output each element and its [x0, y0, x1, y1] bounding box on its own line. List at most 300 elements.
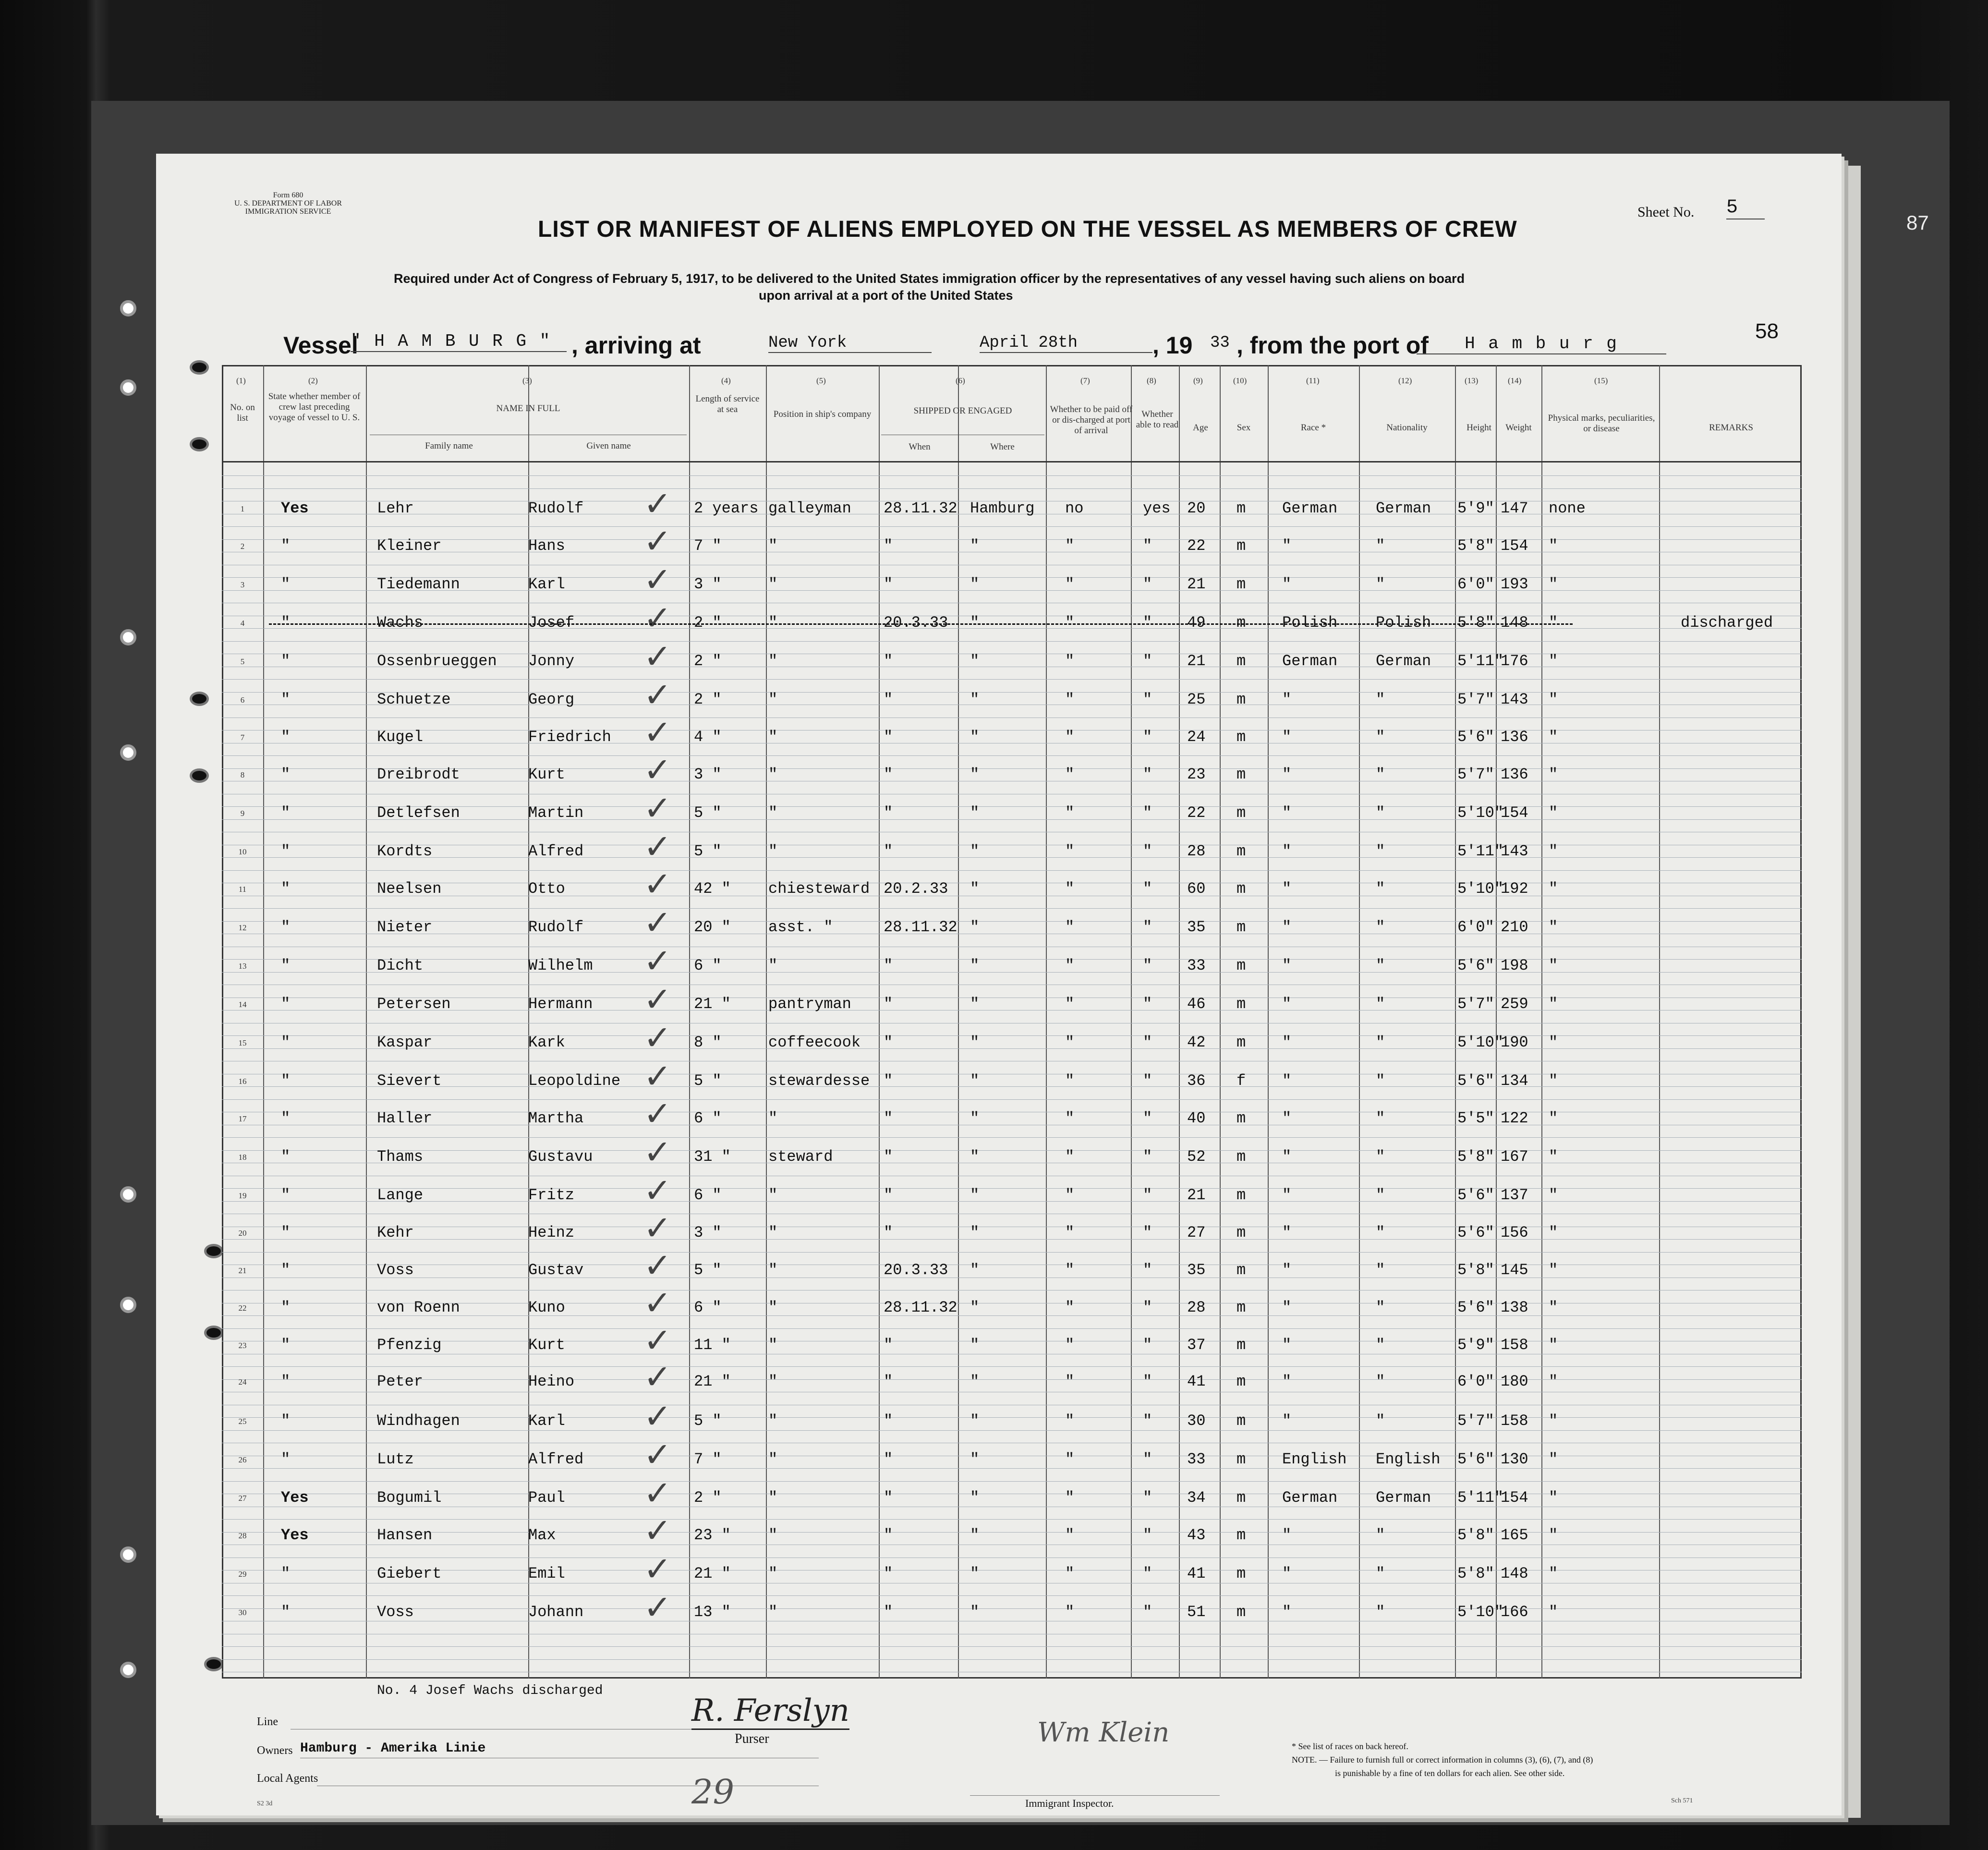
- row-number: 8: [240, 770, 245, 779]
- binder-hole: [120, 379, 136, 396]
- cell-sex: m: [1236, 957, 1246, 974]
- cell-remarks: discharged: [1681, 614, 1773, 632]
- cell-paid: ": [1065, 1565, 1075, 1582]
- cell-age: 36: [1187, 1072, 1206, 1090]
- check-mark: ✓: [643, 750, 672, 790]
- cell-family: Sievert: [377, 1072, 442, 1090]
- inspector-label: Immigrant Inspector.: [1025, 1797, 1114, 1809]
- cell-when: ": [884, 1186, 893, 1204]
- cell-height: 5'11": [1457, 1489, 1504, 1507]
- cell-prev: ": [281, 918, 291, 936]
- cell-service: 42 ": [694, 880, 731, 898]
- check-mark: ✓: [643, 637, 672, 676]
- cell-sex: m: [1236, 614, 1246, 632]
- cell-service: 7 ": [694, 1450, 722, 1468]
- cell-sex: m: [1236, 1489, 1246, 1507]
- binder-hole: [120, 744, 136, 761]
- cell-service: 2 ": [694, 614, 722, 632]
- cell-race: ": [1282, 728, 1292, 746]
- cell-race: ": [1282, 1412, 1292, 1430]
- cell-service: 11 ": [694, 1336, 731, 1354]
- row-number: 9: [240, 809, 245, 818]
- cell-age: 35: [1187, 918, 1206, 936]
- cell-family: Nieter: [377, 918, 433, 936]
- col12-number: (12): [1398, 376, 1412, 385]
- cell-read: ": [1143, 1261, 1152, 1279]
- cell-given: Rudolf: [528, 499, 584, 517]
- cell-nat: ": [1376, 1412, 1385, 1430]
- cell-family: Neelsen: [377, 880, 442, 898]
- cell-sex: m: [1236, 1412, 1246, 1430]
- cell-age: 24: [1187, 728, 1206, 746]
- binder-hole: [120, 1662, 136, 1678]
- cell-marks: ": [1549, 1336, 1558, 1354]
- cell-age: 41: [1187, 1373, 1206, 1390]
- cell-family: Dreibrodt: [377, 766, 460, 783]
- cell-race: ": [1282, 1565, 1292, 1582]
- cell-weight: 156: [1501, 1224, 1528, 1241]
- cell-prev: ": [281, 1148, 291, 1166]
- cell-when: ": [884, 1224, 893, 1241]
- cell-nat: ": [1376, 804, 1385, 822]
- cell-service: 6 ": [694, 1109, 722, 1127]
- cell-read: ": [1143, 728, 1152, 746]
- cell-paid: ": [1065, 1148, 1075, 1166]
- ruling-line: [222, 1608, 1802, 1609]
- col11-number: (11): [1306, 376, 1320, 385]
- cell-given: Kark: [528, 1034, 565, 1051]
- cell-given: Friedrich: [528, 728, 611, 746]
- ruling-line: [222, 1137, 1802, 1138]
- col2-number: (2): [308, 376, 318, 385]
- cell-prev: ": [281, 1109, 291, 1127]
- cell-paid: ": [1065, 1603, 1075, 1621]
- cell-position: ": [768, 804, 778, 822]
- ruling-line: [222, 1188, 1802, 1189]
- local-agents-label: Local Agents: [257, 1772, 318, 1785]
- cell-race: ": [1282, 1526, 1292, 1544]
- cell-where: ": [970, 537, 980, 555]
- cell-sex: m: [1236, 499, 1246, 517]
- ruling-line: [222, 1201, 1802, 1202]
- cell-paid: ": [1065, 1186, 1075, 1204]
- cell-height: 5'9": [1457, 1336, 1494, 1354]
- cell-where: ": [970, 766, 980, 783]
- cell-marks: ": [1549, 1034, 1558, 1051]
- cell-age: 22: [1187, 804, 1206, 822]
- col-height: Height: [1467, 423, 1491, 433]
- cell-prev: Yes: [281, 499, 309, 517]
- cell-sex: m: [1236, 1261, 1246, 1279]
- cell-paid: ": [1065, 957, 1075, 974]
- cell-position: ": [768, 1299, 778, 1316]
- check-mark: ✓: [643, 789, 672, 828]
- check-mark: ✓: [643, 598, 672, 638]
- cell-family: Kugel: [377, 728, 424, 746]
- cell-marks: ": [1549, 1109, 1558, 1127]
- cell-nat: ": [1376, 1336, 1385, 1354]
- cell-sex: m: [1236, 995, 1246, 1013]
- col-when: When: [909, 442, 931, 452]
- cell-when: 20.2.33: [884, 880, 948, 898]
- cell-age: 28: [1187, 842, 1206, 860]
- cell-when: ": [884, 1148, 893, 1166]
- row-number: 14: [238, 1000, 247, 1009]
- cell-height: 5'7": [1457, 691, 1494, 708]
- cell-nat: ": [1376, 728, 1385, 746]
- cell-given: Georg: [528, 691, 575, 708]
- cell-read: ": [1143, 575, 1152, 593]
- cell-given: Alfred: [528, 842, 584, 860]
- cell-position: ": [768, 1109, 778, 1127]
- cell-marks: ": [1549, 652, 1558, 670]
- row-number: 15: [238, 1038, 247, 1047]
- cell-where: ": [970, 1412, 980, 1430]
- cell-given: Alfred: [528, 1450, 584, 1468]
- cell-when: ": [884, 691, 893, 708]
- cell-when: ": [884, 1034, 893, 1051]
- cell-when: ": [884, 842, 893, 860]
- cell-read: ": [1143, 1565, 1152, 1582]
- row-number: 28: [238, 1531, 247, 1540]
- cell-age: 28: [1187, 1299, 1206, 1316]
- cell-sex: m: [1236, 1034, 1246, 1051]
- cell-sex: m: [1236, 1526, 1246, 1544]
- binder-hole-dark: [204, 1326, 223, 1340]
- cell-nat: ": [1376, 1186, 1385, 1204]
- cell-paid: ": [1065, 1450, 1075, 1468]
- cell-family: Lehr: [377, 499, 414, 517]
- cell-race: Polish: [1282, 614, 1338, 632]
- fine-note-1: NOTE. — Failure to furnish full or correct information in columns (3), (6), (7), and (8): [1292, 1755, 1593, 1765]
- cell-race: ": [1282, 691, 1292, 708]
- cell-marks: ": [1549, 1412, 1558, 1430]
- col-paid-off: Whether to be paid off or dis-charged at port of arrival: [1050, 404, 1133, 436]
- race-note: * See list of races on back hereof.: [1292, 1741, 1408, 1751]
- col-physical-marks: Physical marks, peculiarities, or disease: [1548, 413, 1655, 434]
- cell-read: ": [1143, 1450, 1152, 1468]
- row-number: 7: [240, 733, 245, 742]
- cell-height: 5'10": [1457, 1603, 1504, 1621]
- cell-read: ": [1143, 766, 1152, 783]
- cell-nat: ": [1376, 575, 1385, 593]
- cell-weight: 167: [1501, 1148, 1528, 1166]
- cell-where: ": [970, 728, 980, 746]
- cell-height: 5'7": [1457, 1412, 1494, 1430]
- col15-number: (15): [1594, 376, 1608, 385]
- ruling-line: [222, 1035, 1802, 1036]
- row-number: 4: [240, 619, 245, 628]
- cell-position: ": [768, 614, 778, 632]
- cell-position: ": [768, 728, 778, 746]
- cell-read: ": [1143, 1526, 1152, 1544]
- ruling-line: [222, 1430, 1802, 1431]
- cell-prev: ": [281, 842, 291, 860]
- cell-marks: ": [1549, 1261, 1558, 1279]
- cell-age: 23: [1187, 766, 1206, 783]
- cell-race: ": [1282, 1186, 1292, 1204]
- cell-given: Gustav: [528, 1261, 584, 1279]
- cell-position: ": [768, 1526, 778, 1544]
- cell-paid: ": [1065, 918, 1075, 936]
- cell-height: 5'8": [1457, 1148, 1494, 1166]
- cell-given: Paul: [528, 1489, 565, 1507]
- ruling-line: [222, 1086, 1802, 1087]
- cell-family: Bogumil: [377, 1489, 442, 1507]
- cell-given: Heino: [528, 1373, 575, 1390]
- cell-weight: 122: [1501, 1109, 1528, 1127]
- print-code: S2 3d: [257, 1800, 273, 1807]
- cell-position: ": [768, 1261, 778, 1279]
- cell-age: 51: [1187, 1603, 1206, 1621]
- cell-sex: m: [1236, 918, 1246, 936]
- cell-where: ": [970, 957, 980, 974]
- cell-nat: ": [1376, 1109, 1385, 1127]
- cell-position: asst. ": [768, 918, 833, 936]
- cell-service: 8 ": [694, 1034, 722, 1051]
- cell-service: 21 ": [694, 1373, 731, 1390]
- cell-read: ": [1143, 1186, 1152, 1204]
- cell-race: ": [1282, 1373, 1292, 1390]
- cell-race: ": [1282, 1261, 1292, 1279]
- cell-read: ": [1143, 995, 1152, 1013]
- cell-marks: ": [1549, 1186, 1558, 1204]
- cell-height: 5'10": [1457, 1034, 1504, 1051]
- cell-height: 5'7": [1457, 766, 1494, 783]
- cell-read: ": [1143, 1034, 1152, 1051]
- cell-sex: m: [1236, 1299, 1246, 1316]
- cell-position: ": [768, 1373, 778, 1390]
- cell-given: Fritz: [528, 1186, 575, 1204]
- cell-service: 3 ": [694, 575, 722, 593]
- cell-height: 5'5": [1457, 1109, 1494, 1127]
- cell-sex: m: [1236, 1450, 1246, 1468]
- fine-note-2: is punishable by a fine of ten dollars for each alien. See other side.: [1335, 1768, 1565, 1778]
- cell-prev: ": [281, 1336, 291, 1354]
- cell-weight: 190: [1501, 1034, 1528, 1051]
- cell-position: ": [768, 1186, 778, 1204]
- col-where: Where: [990, 442, 1015, 452]
- col-shipped-engaged: SHIPPED OR ENGAGED: [913, 406, 1012, 416]
- row-number: 12: [238, 923, 247, 932]
- cell-marks: ": [1549, 1565, 1558, 1582]
- cell-weight: 158: [1501, 1412, 1528, 1430]
- check-mark: ✓: [643, 1588, 672, 1627]
- cell-when: ": [884, 575, 893, 593]
- page-title: LIST OR MANIFEST OF ALIENS EMPLOYED ON THE VESSEL AS MEMBERS OF CREW: [538, 217, 1517, 242]
- cell-race: ": [1282, 880, 1292, 898]
- cell-when: 20.3.33: [884, 614, 948, 632]
- cell-race: ": [1282, 842, 1292, 860]
- binder-hole-dark: [204, 1657, 223, 1671]
- cell-paid: ": [1065, 1261, 1075, 1279]
- cell-sex: m: [1236, 1336, 1246, 1354]
- col-no-on-list: No. on list: [230, 402, 255, 423]
- cell-nat: ": [1376, 691, 1385, 708]
- cell-when: ": [884, 728, 893, 746]
- cell-age: 60: [1187, 880, 1206, 898]
- cell-when: 28.11.32: [884, 918, 958, 936]
- cell-given: Kurt: [528, 1336, 565, 1354]
- cell-when: ": [884, 1072, 893, 1090]
- cell-prev: ": [281, 1072, 291, 1090]
- cell-marks: ": [1549, 614, 1558, 632]
- cell-race: ": [1282, 957, 1292, 974]
- cell-paid: ": [1065, 1299, 1075, 1316]
- cell-race: ": [1282, 995, 1292, 1013]
- cell-family: Voss: [377, 1603, 414, 1621]
- cell-where: ": [970, 575, 980, 593]
- cell-marks: ": [1549, 1072, 1558, 1090]
- cell-prev: ": [281, 880, 291, 898]
- cell-where: ": [970, 691, 980, 708]
- cell-read: ": [1143, 1148, 1152, 1166]
- cell-service: 21 ": [694, 995, 731, 1013]
- cell-service: 3 ": [694, 1224, 722, 1241]
- cell-paid: ": [1065, 728, 1075, 746]
- cell-where: ": [970, 652, 980, 670]
- binder-hole: [120, 629, 136, 645]
- cell-nat: German: [1376, 1489, 1431, 1507]
- cell-race: ": [1282, 537, 1292, 555]
- cell-weight: 136: [1501, 728, 1528, 746]
- cell-service: 6 ": [694, 957, 722, 974]
- ruling-line: [222, 1328, 1802, 1329]
- ruling-line: [222, 692, 1802, 693]
- cell-prev: ": [281, 1034, 291, 1051]
- check-mark: ✓: [643, 827, 672, 866]
- cell-weight: 166: [1501, 1603, 1528, 1621]
- cell-when: ": [884, 1603, 893, 1621]
- row-number: 18: [238, 1153, 247, 1162]
- col-sex: Sex: [1236, 423, 1251, 433]
- ruling-line: [222, 1532, 1802, 1533]
- row-number: 17: [238, 1114, 247, 1123]
- col-able-to-read: Whether able to read: [1136, 409, 1179, 430]
- cell-weight: 136: [1501, 766, 1528, 783]
- cell-prev: ": [281, 1603, 291, 1621]
- cell-marks: ": [1549, 918, 1558, 936]
- col4-number: (4): [721, 376, 731, 385]
- check-mark: ✓: [643, 1094, 672, 1133]
- ruling-line: [222, 972, 1802, 973]
- cell-weight: 143: [1501, 691, 1528, 708]
- ruling-line: [222, 857, 1802, 858]
- ruling-line: [222, 1366, 1802, 1367]
- cell-race: ": [1282, 575, 1292, 593]
- cell-nat: ": [1376, 1261, 1385, 1279]
- cell-paid: no: [1065, 499, 1084, 517]
- col14-number: (14): [1508, 376, 1522, 385]
- row-number: 6: [240, 695, 245, 705]
- cell-height: 5'6": [1457, 1299, 1494, 1316]
- cell-age: 52: [1187, 1148, 1206, 1166]
- cell-when: ": [884, 1336, 893, 1354]
- cell-height: 5'6": [1457, 1224, 1494, 1241]
- cell-marks: ": [1549, 957, 1558, 974]
- row-number: 2: [240, 542, 245, 551]
- row-number: 27: [238, 1494, 247, 1503]
- cell-prev: ": [281, 766, 291, 783]
- cell-given: Leopoldine: [528, 1072, 621, 1090]
- cell-where: ": [970, 995, 980, 1013]
- cell-service: 2 ": [694, 691, 722, 708]
- cell-race: English: [1282, 1450, 1347, 1468]
- cell-paid: ": [1065, 842, 1075, 860]
- cell-prev: ": [281, 1299, 291, 1316]
- cell-position: ": [768, 691, 778, 708]
- check-mark: ✓: [643, 1208, 672, 1248]
- col-nationality: Nationality: [1386, 423, 1428, 433]
- cell-position: ": [768, 1489, 778, 1507]
- cell-sex: m: [1236, 1109, 1246, 1127]
- cell-where: ": [970, 1526, 980, 1544]
- cell-nat: ": [1376, 1603, 1385, 1621]
- col13-number: (13): [1465, 376, 1479, 385]
- check-mark: ✓: [643, 980, 672, 1019]
- cell-height: 6'0": [1457, 575, 1494, 593]
- cell-height: 5'8": [1457, 537, 1494, 555]
- cell-where: ": [970, 1148, 980, 1166]
- cell-height: 5'6": [1457, 728, 1494, 746]
- row-number: 22: [238, 1303, 247, 1313]
- cell-service: 23 ": [694, 1526, 731, 1544]
- check-mark: ✓: [643, 1283, 672, 1323]
- cell-paid: ": [1065, 1526, 1075, 1544]
- cell-when: 20.3.33: [884, 1261, 948, 1279]
- ruling-line: [222, 1519, 1802, 1520]
- check-mark: ✓: [643, 522, 672, 561]
- cell-age: 35: [1187, 1261, 1206, 1279]
- check-mark: ✓: [643, 864, 672, 904]
- schedule-code: Sch 571: [1671, 1797, 1693, 1804]
- cell-given: Rudolf: [528, 918, 584, 936]
- cell-marks: ": [1549, 842, 1558, 860]
- cell-nat: German: [1376, 652, 1431, 670]
- cell-race: ": [1282, 1034, 1292, 1051]
- check-mark: ✓: [643, 1132, 672, 1172]
- row-number: 10: [238, 847, 247, 856]
- cell-service: 2 ": [694, 1489, 722, 1507]
- cell-age: 21: [1187, 1186, 1206, 1204]
- cell-sex: m: [1236, 1186, 1246, 1204]
- check-mark: ✓: [643, 1018, 672, 1058]
- row-number: 25: [238, 1417, 247, 1426]
- cell-service: 5 ": [694, 1412, 722, 1430]
- row-number: 1: [240, 504, 245, 513]
- ruling-line: [222, 1659, 1802, 1660]
- col6-number: (6): [956, 376, 965, 385]
- cell-paid: ": [1065, 1373, 1075, 1390]
- row-number: 29: [238, 1570, 247, 1579]
- cell-family: Lange: [377, 1186, 424, 1204]
- cell-where: Hamburg: [970, 499, 1035, 517]
- cell-read: ": [1143, 1603, 1152, 1621]
- form-number: Form 680: [273, 191, 303, 199]
- cell-position: ": [768, 1336, 778, 1354]
- cell-when: ": [884, 1373, 893, 1390]
- cell-when: ": [884, 1412, 893, 1430]
- cell-age: 33: [1187, 1450, 1206, 1468]
- row-number: 23: [238, 1341, 247, 1350]
- cell-given: Hans: [528, 537, 565, 555]
- cell-paid: ": [1065, 995, 1075, 1013]
- cell-when: ": [884, 537, 893, 555]
- check-mark: ✓: [643, 1357, 672, 1397]
- cell-marks: ": [1549, 1224, 1558, 1241]
- cell-age: 30: [1187, 1412, 1206, 1430]
- ruling-line: [222, 1239, 1802, 1240]
